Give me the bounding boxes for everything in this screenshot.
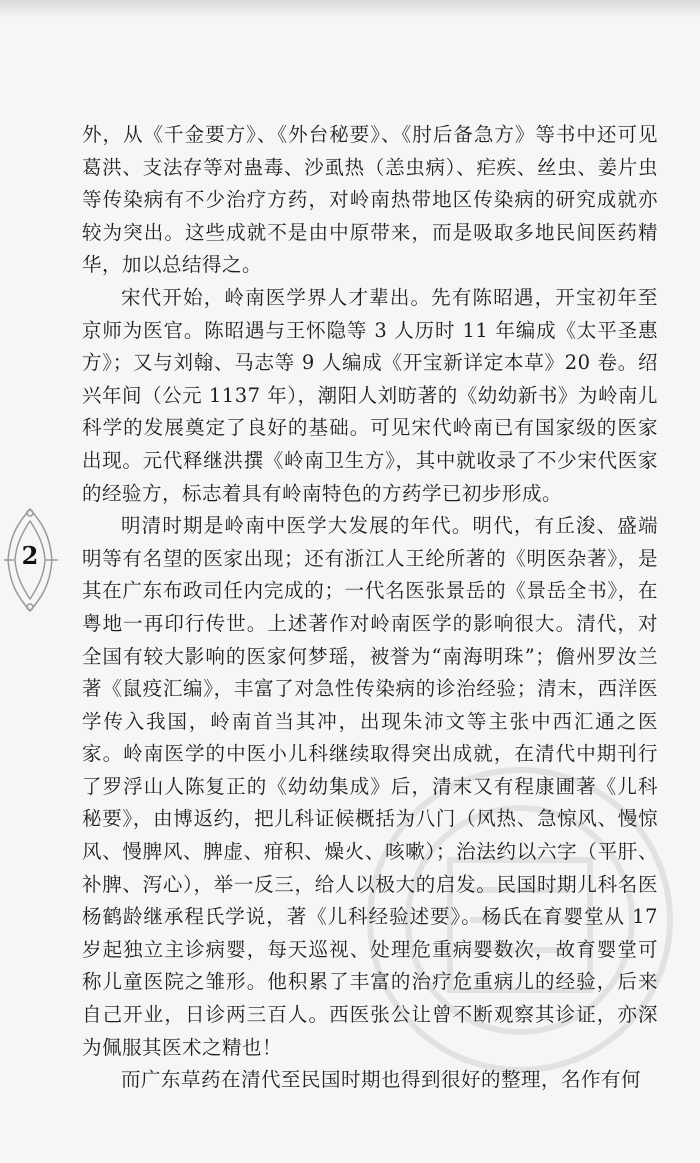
page-number: 2 — [21, 541, 39, 570]
body-text — [82, 119, 658, 1097]
paragraph-1: 外，从《千金要方》、《外台秘要》、《肘后备急方》等书中还可见葛洪、支法存等对蛊毒、沙虱热（恙虫病）、疟疾、丝虫、姜片虫等传染病有不少治疗方药，对岭南热带地区传染病的研究成就亦较为突出。这些成就不是由中原带来，而是吸取多地民间医药精华，加以总结得之。 — [82, 123, 658, 277]
paragraph-4: 而广东草药在清代至民国时期也得到很好的整理，名作有何 — [121, 1068, 642, 1092]
paragraph-3: 明清时期是岭南中医学大发展的年代。明代，有丘浚、盛端明等有名望的医家出现；还有浙江人王纶所著的《明医杂著》，是其在广东布政司任内完成的；一代名医张景岳的《景岳全书》，在粤地一再印行传世。上述著作对岭南医学的影响很大。清代，对全国有较大影响的医家何梦瑶，被誉为“南海明珠”；儋州罗汝兰著《鼠疫汇编》，丰富了对急性传染病的诊治经验；清末，西洋医学传入我国，岭南首当其冲，出现朱沛文等主张中西汇通之医家。岭南医学的中医小儿科继续取得突出成就，在清代中期刊行了罗浮山人陈复正的《幼幼集成》后，清末又有程康圃著《儿科秘要》，由博返约，把儿科证候概括为八门（风热、急惊风、慢惊风、慢脾风、脾虚、疳积、燥火、咳嗽）；治法约以六字（平肝、补脾、泻心），举一反三，给人以极大的启发。民国时期儿科名医杨鹤龄继承程氏学说，著《儿科经验述要》。杨氏在育婴堂从 17 岁起独立主诊病婴，每天巡视、处理危重病婴数次，故育婴堂可称儿童医院之雏形。他积累了丰富的治疗危重病儿的经验，后来自己开业，日诊两三百人。西医张公让曾不断观察其诊证，亦深为佩服其医术之精也！ — [82, 514, 658, 1059]
page-top-edge — [0, 0, 700, 18]
paragraph-2: 宋代开始，岭南医学界人才辈出。先有陈昭遇，开宝初年至京师为医官。陈昭遇与王怀隐等 3 人历时 11 年编成《太平圣惠方》；又与刘翰、马志等 9 人编成《开宝新详定本草》20 卷。绍兴年间（公元 1137 年），潮阳人刘昉著的《幼幼新书》为岭南儿科学的发展奠定了良好的基础。可见宋代岭南已有国家级的医家出现。元代释继洪撰《岭南卫生方》，其中就收录了不少宋代医家的经验方，标志着具有岭南特色的方药学已初步形成。 — [82, 285, 658, 505]
